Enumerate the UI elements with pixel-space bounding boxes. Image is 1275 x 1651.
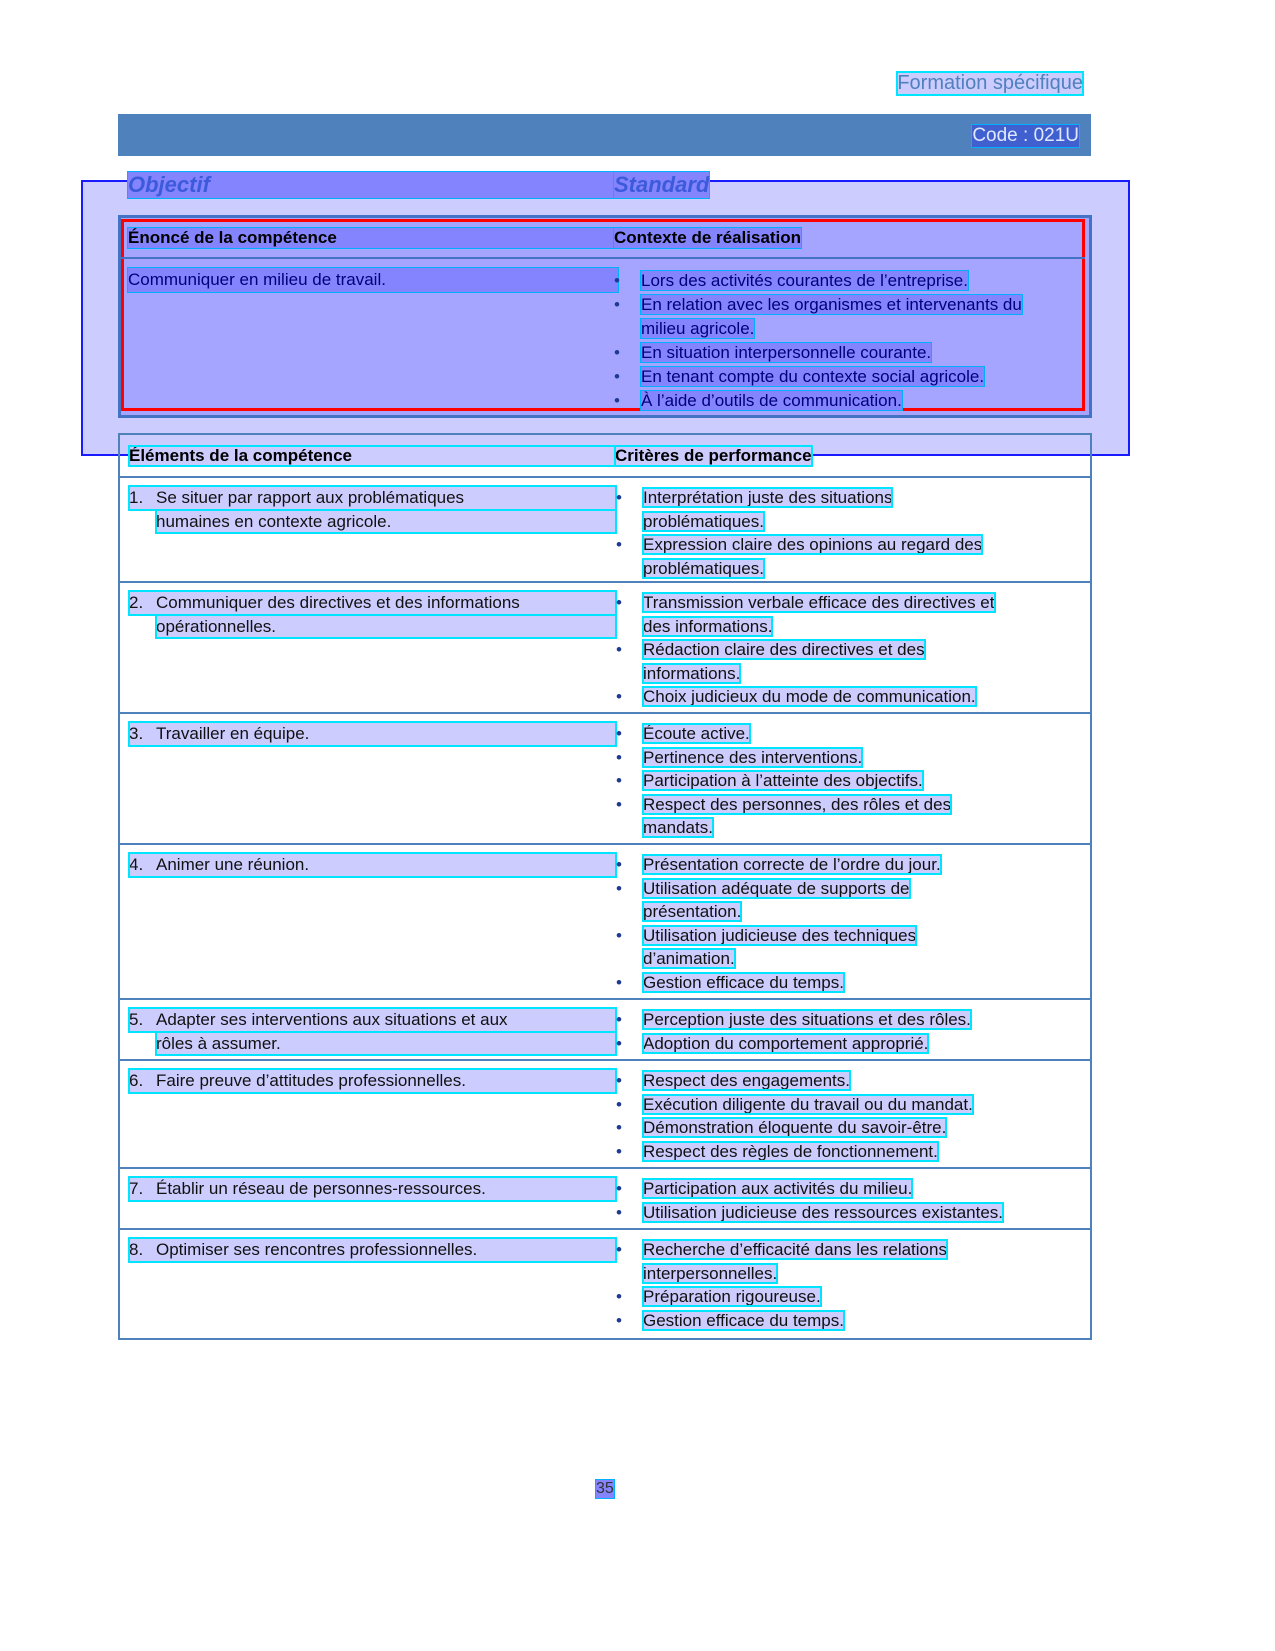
element-cell [129,853,619,877]
criteria-cell [616,1008,1076,1055]
element-line: Travailler en équipe. [156,724,310,743]
criteria-item: Utilisation adéquate de supports de [643,878,910,898]
formation-title: Formation spécifique [897,72,1083,94]
element-number: 2. [129,593,144,612]
element-cell [129,1177,619,1201]
criteria-cell [616,1177,1076,1224]
element-number: 5. [129,1010,144,1029]
table-row [120,712,1090,845]
element-text [129,1008,616,1032]
element-number: 3. [129,724,144,743]
criteria-item: Présentation correcte de l’ordre du jour. [643,855,941,874]
table-row [120,843,1090,1000]
criteria-cell [616,1238,1076,1332]
header-bar [118,114,1091,156]
element-line: Animer une réunion. [156,855,310,874]
criteria-item: d’animation. [643,949,735,968]
element-text [156,615,616,639]
criteria-item: Adoption du comportement approprié. [643,1033,929,1053]
table-row [120,998,1090,1061]
criteria-item: Démonstration éloquente du savoir-être. [643,1118,947,1137]
element-line: Établir un réseau de personnes-ressources. [156,1179,486,1198]
criteria-item: Préparation rigoureuse. [643,1287,821,1306]
element-cell [129,1069,619,1093]
context-item: À l’aide d’outils de communication. [641,391,902,410]
criteria-item: Pertinence des interventions. [643,747,863,767]
elements-table [118,433,1092,1340]
objectif-label: Objectif [128,172,614,198]
element-number: 4. [129,855,144,874]
element-number: 8. [129,1240,144,1259]
divider [121,257,1085,259]
element-line: humaines en contexte agricole. [156,511,392,531]
criteria-item: Utilisation judicieuse des techniques [643,925,917,945]
criteria-cell [616,853,1076,994]
table-row [120,1228,1090,1338]
table-row [120,1059,1090,1169]
criteria-item: Écoute active. [643,724,750,743]
element-line: Se situer par rapport aux problématiques [156,488,465,507]
criteria-item: Transmission verbale efficace des directives et [643,593,995,612]
criteria-item: problématiques. [643,558,764,578]
criteria-item: Exécution diligente du travail ou du mandat. [643,1094,973,1114]
context-list [614,269,1064,413]
context-item: Lors des activités courantes de l’entreprise. [641,271,968,290]
element-line: Communiquer des directives et des informations [156,593,520,612]
criteria-item: Perception juste des situations et des rôles. [643,1010,971,1029]
criteria-item: Recherche d’efficacité dans les relations [643,1240,947,1259]
criteria-item: interpersonnelles. [643,1263,778,1283]
element-text [129,591,616,615]
context-item: En relation avec les organismes et intervenants du milieu agricole. [641,295,1022,338]
element-line: opérationnelles. [156,616,277,636]
criteria-item: mandats. [643,818,713,837]
element-text [156,1032,616,1056]
element-text [129,486,616,510]
criteria-item: Participation à l’atteinte des objectifs. [643,771,923,790]
criteria-cell [616,722,1076,840]
criteria-cell [616,591,1076,709]
element-cell [129,1008,619,1055]
element-line: rôles à assumer. [156,1033,281,1053]
element-text [129,853,616,877]
criteria-item: problématiques. [643,511,764,531]
elements-heading: Éléments de la compétence [129,446,616,466]
table-row [120,581,1090,714]
element-text [129,1177,616,1201]
criteria-item: Respect des règles de fonctionnement. [643,1141,938,1161]
page-number: 35 [596,1480,614,1497]
criteria-item: Respect des engagements. [643,1071,850,1090]
element-number: 7. [129,1179,144,1198]
criteria-item: Expression claire des opinions au regard des [643,535,983,554]
criteria-item: Participation aux activités du milieu. [643,1179,913,1198]
enonce-value: Communiquer en milieu de travail. [128,268,618,292]
criteria-item: Utilisation judicieuse des ressources existantes. [643,1202,1004,1222]
criteria-item: Choix judicieux du mode de communication. [643,687,976,706]
criteria-item: Interprétation juste des situations [643,488,893,507]
element-number: 6. [129,1071,144,1090]
element-cell [129,1238,619,1262]
criteria-cell [616,486,1076,580]
context-heading: Contexte de réalisation [614,228,802,247]
element-line: Faire preuve d’attitudes professionnelles. [156,1071,466,1090]
criteria-item: Rédaction claire des directives et des [643,640,925,659]
criteria-cell [616,1069,1076,1163]
context-item: En tenant compte du contexte social agricole. [641,367,985,386]
element-line: Adapter ses interventions aux situations et aux [156,1010,508,1029]
context-item: En situation interpersonnelle courante. [641,343,932,362]
element-number: 1. [129,488,144,507]
element-text [129,722,616,746]
criteria-item: des informations. [643,616,773,636]
element-cell [129,591,619,638]
criteria-item: informations. [643,663,741,683]
table-row [120,1167,1090,1230]
standard-label: Standard [614,172,710,197]
element-line: Optimiser ses rencontres professionnelles. [156,1240,478,1259]
element-cell [129,486,619,533]
criteria-item: Respect des personnes, des rôles et des [643,794,952,814]
enonce-heading: Énoncé de la compétence [128,228,614,248]
criteria-heading: Critères de performance [615,446,812,465]
criteria-item: Gestion efficace du temps. [643,1310,844,1330]
element-text [129,1069,616,1093]
element-cell [129,722,619,746]
code-label: Code : 021U [972,125,1079,146]
element-text [129,1238,616,1262]
table-row [120,476,1090,583]
criteria-item: présentation. [643,902,742,921]
criteria-item: Gestion efficace du temps. [643,972,844,992]
element-text [156,510,616,534]
